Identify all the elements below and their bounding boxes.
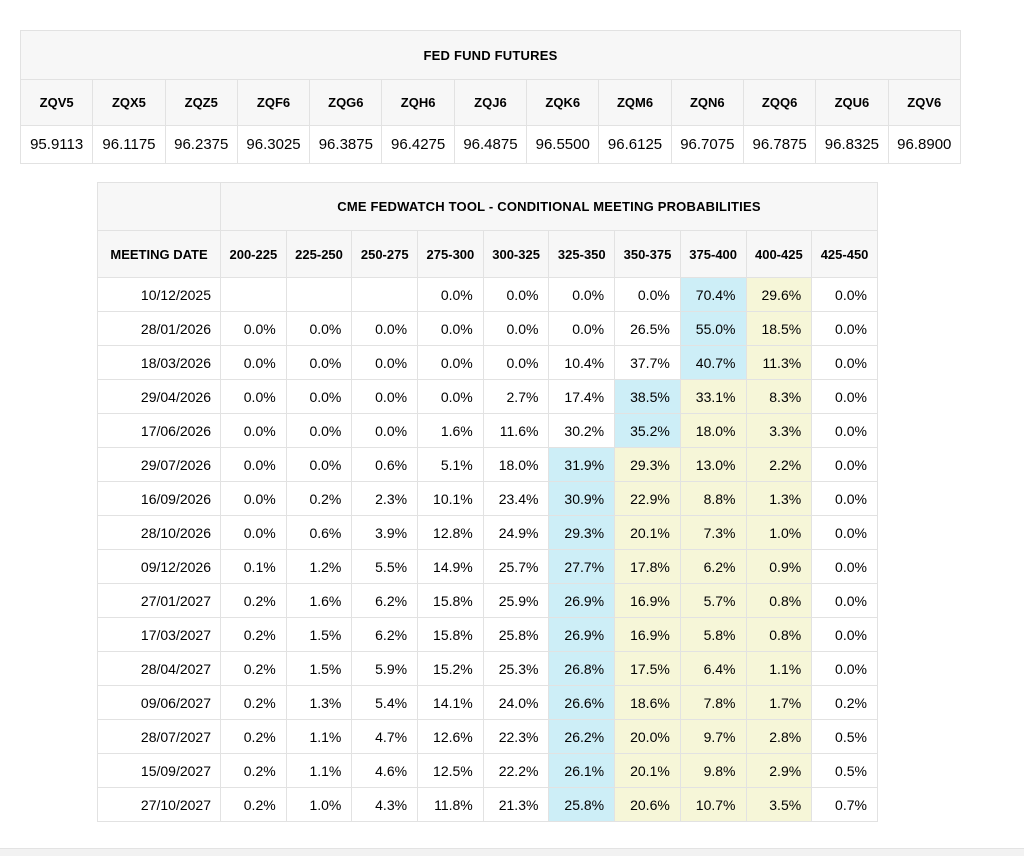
probability-cell: 1.2% xyxy=(286,550,352,584)
futures-price-cell: 96.7875 xyxy=(743,126,815,164)
rate-range-header: 300-325 xyxy=(483,231,549,278)
probability-cell: 0.0% xyxy=(812,380,878,414)
probability-cell: 5.8% xyxy=(680,618,746,652)
probability-cell: 6.2% xyxy=(680,550,746,584)
probability-cell: 0.0% xyxy=(221,516,287,550)
fedwatch-row xyxy=(98,686,878,720)
probability-cell: 25.8% xyxy=(483,618,549,652)
probability-cell: 2.3% xyxy=(352,482,418,516)
probability-cell: 26.5% xyxy=(615,312,681,346)
probability-cell: 25.8% xyxy=(549,788,615,822)
probability-cell: 4.6% xyxy=(352,754,418,788)
fedwatch-row xyxy=(98,754,878,788)
probability-cell: 0.2% xyxy=(221,618,287,652)
probability-cell: 18.6% xyxy=(615,686,681,720)
fedwatch-corner-cell xyxy=(98,183,221,231)
probability-cell: 22.9% xyxy=(615,482,681,516)
futures-contract-header: ZQV5 xyxy=(21,80,93,126)
probability-cell: 0.8% xyxy=(746,618,812,652)
fed-fund-futures-table xyxy=(20,30,961,164)
fedwatch-row xyxy=(98,278,878,312)
futures-price-cell: 96.7075 xyxy=(671,126,743,164)
probability-cell: 21.3% xyxy=(483,788,549,822)
rate-range-header: 225-250 xyxy=(286,231,352,278)
futures-price-cell: 96.3025 xyxy=(237,126,309,164)
fedwatch-row xyxy=(98,482,878,516)
probability-cell: 1.5% xyxy=(286,652,352,686)
probability-cell: 8.8% xyxy=(680,482,746,516)
probability-cell: 12.6% xyxy=(418,720,484,754)
probability-cell: 3.5% xyxy=(746,788,812,822)
probability-cell: 1.0% xyxy=(286,788,352,822)
probability-cell: 23.4% xyxy=(483,482,549,516)
probability-cell: 5.1% xyxy=(418,448,484,482)
futures-price-cell: 96.5500 xyxy=(527,126,599,164)
probability-cell: 5.4% xyxy=(352,686,418,720)
probability-cell: 26.8% xyxy=(549,652,615,686)
probability-cell: 9.8% xyxy=(680,754,746,788)
fedwatch-row xyxy=(98,516,878,550)
meeting-date-cell: 15/09/2027 xyxy=(98,754,221,788)
rate-range-header: 375-400 xyxy=(680,231,746,278)
meeting-date-cell: 16/09/2026 xyxy=(98,482,221,516)
rate-range-header: 425-450 xyxy=(812,231,878,278)
meeting-date-cell: 27/10/2027 xyxy=(98,788,221,822)
probability-cell: 40.7% xyxy=(680,346,746,380)
probability-cell: 0.0% xyxy=(418,312,484,346)
probability-cell: 11.6% xyxy=(483,414,549,448)
rate-range-header: 275-300 xyxy=(418,231,484,278)
probability-cell: 0.2% xyxy=(221,720,287,754)
probability-cell: 15.8% xyxy=(418,584,484,618)
probability-cell: 1.3% xyxy=(746,482,812,516)
futures-contract-header: ZQJ6 xyxy=(454,80,526,126)
probability-cell: 0.0% xyxy=(483,278,549,312)
probability-cell: 0.0% xyxy=(286,448,352,482)
probability-cell: 20.6% xyxy=(615,788,681,822)
probability-cell: 2.2% xyxy=(746,448,812,482)
probability-cell xyxy=(352,278,418,312)
probability-cell: 0.0% xyxy=(812,652,878,686)
futures-contract-header: ZQN6 xyxy=(671,80,743,126)
probability-cell: 0.0% xyxy=(812,482,878,516)
probability-cell: 25.9% xyxy=(483,584,549,618)
probability-cell: 0.1% xyxy=(221,550,287,584)
fedwatch-table-body xyxy=(98,278,878,822)
probability-cell: 1.1% xyxy=(286,754,352,788)
probability-cell: 0.0% xyxy=(418,346,484,380)
probability-cell: 0.0% xyxy=(418,278,484,312)
probability-cell: 0.0% xyxy=(286,312,352,346)
probability-cell: 35.2% xyxy=(615,414,681,448)
probability-cell: 0.0% xyxy=(221,312,287,346)
probability-cell: 6.2% xyxy=(352,618,418,652)
rate-range-header: 200-225 xyxy=(221,231,287,278)
probability-cell: 30.9% xyxy=(549,482,615,516)
probability-cell: 0.0% xyxy=(352,414,418,448)
fedwatch-title-row xyxy=(98,183,878,231)
page-bottom-strip xyxy=(0,848,1024,856)
probability-cell: 24.9% xyxy=(483,516,549,550)
futures-contract-header: ZQU6 xyxy=(816,80,888,126)
probability-cell: 0.6% xyxy=(286,516,352,550)
probability-cell: 27.7% xyxy=(549,550,615,584)
probability-cell: 20.1% xyxy=(615,516,681,550)
probability-cell: 18.0% xyxy=(483,448,549,482)
probability-cell: 0.0% xyxy=(221,448,287,482)
meeting-date-cell: 10/12/2025 xyxy=(98,278,221,312)
futures-price-cell: 95.9113 xyxy=(21,126,93,164)
fedwatch-row xyxy=(98,312,878,346)
probability-cell: 55.0% xyxy=(680,312,746,346)
probability-cell: 0.0% xyxy=(221,380,287,414)
fedwatch-row xyxy=(98,584,878,618)
probability-cell: 17.8% xyxy=(615,550,681,584)
probability-cell: 0.0% xyxy=(483,312,549,346)
probability-cell: 0.0% xyxy=(812,312,878,346)
probability-cell xyxy=(221,278,287,312)
probability-cell: 6.2% xyxy=(352,584,418,618)
probability-cell: 1.3% xyxy=(286,686,352,720)
rate-range-header: 250-275 xyxy=(352,231,418,278)
probability-cell: 22.3% xyxy=(483,720,549,754)
probability-cell: 0.0% xyxy=(418,380,484,414)
probability-cell: 2.8% xyxy=(746,720,812,754)
rate-range-header: 325-350 xyxy=(549,231,615,278)
futures-contract-header: ZQZ5 xyxy=(165,80,237,126)
probability-cell: 12.8% xyxy=(418,516,484,550)
probability-cell: 0.0% xyxy=(286,414,352,448)
futures-contract-header: ZQG6 xyxy=(310,80,382,126)
probability-cell: 1.1% xyxy=(746,652,812,686)
futures-contract-header: ZQF6 xyxy=(237,80,309,126)
probability-cell: 0.0% xyxy=(812,584,878,618)
probability-cell: 11.3% xyxy=(746,346,812,380)
probability-cell: 26.1% xyxy=(549,754,615,788)
fedwatch-row xyxy=(98,346,878,380)
futures-price-cell: 96.1175 xyxy=(93,126,165,164)
probability-cell: 10.4% xyxy=(549,346,615,380)
probability-cell: 30.2% xyxy=(549,414,615,448)
futures-price-cell: 96.4875 xyxy=(454,126,526,164)
probability-cell: 0.0% xyxy=(812,618,878,652)
futures-price-row xyxy=(21,126,961,164)
futures-contract-header: ZQH6 xyxy=(382,80,454,126)
probability-cell: 24.0% xyxy=(483,686,549,720)
probability-cell: 0.0% xyxy=(549,312,615,346)
probability-cell: 0.2% xyxy=(221,686,287,720)
probability-cell xyxy=(286,278,352,312)
probability-cell: 26.2% xyxy=(549,720,615,754)
probability-cell: 3.9% xyxy=(352,516,418,550)
probability-cell: 0.9% xyxy=(746,550,812,584)
probability-cell: 1.5% xyxy=(286,618,352,652)
meeting-date-cell: 28/10/2026 xyxy=(98,516,221,550)
probability-cell: 0.5% xyxy=(812,754,878,788)
probability-cell: 13.0% xyxy=(680,448,746,482)
probability-cell: 29.6% xyxy=(746,278,812,312)
futures-header-row xyxy=(21,80,961,126)
probability-cell: 29.3% xyxy=(549,516,615,550)
probability-cell: 25.7% xyxy=(483,550,549,584)
fedwatch-row xyxy=(98,652,878,686)
futures-price-cell: 96.8900 xyxy=(888,126,960,164)
futures-contract-header: ZQM6 xyxy=(599,80,671,126)
fedwatch-row xyxy=(98,414,878,448)
probability-cell: 14.1% xyxy=(418,686,484,720)
futures-table-title: FED FUND FUTURES xyxy=(21,31,961,80)
probability-cell: 12.5% xyxy=(418,754,484,788)
probability-cell: 1.7% xyxy=(746,686,812,720)
probability-cell: 5.5% xyxy=(352,550,418,584)
probability-cell: 0.0% xyxy=(221,414,287,448)
probability-cell: 10.7% xyxy=(680,788,746,822)
probability-cell: 7.3% xyxy=(680,516,746,550)
probability-cell: 18.0% xyxy=(680,414,746,448)
probability-cell: 0.0% xyxy=(221,482,287,516)
futures-title-row xyxy=(21,31,961,80)
probability-cell: 0.5% xyxy=(812,720,878,754)
probability-cell: 20.1% xyxy=(615,754,681,788)
futures-contract-header: ZQX5 xyxy=(93,80,165,126)
futures-price-cell: 96.6125 xyxy=(599,126,671,164)
probability-cell: 6.4% xyxy=(680,652,746,686)
probability-cell: 33.1% xyxy=(680,380,746,414)
futures-price-cell: 96.2375 xyxy=(165,126,237,164)
probability-cell: 0.0% xyxy=(812,278,878,312)
probability-cell: 20.0% xyxy=(615,720,681,754)
meeting-date-cell: 28/04/2027 xyxy=(98,652,221,686)
fedwatch-row xyxy=(98,550,878,584)
probability-cell: 26.6% xyxy=(549,686,615,720)
probability-cell: 1.0% xyxy=(746,516,812,550)
meeting-date-cell: 29/07/2026 xyxy=(98,448,221,482)
probability-cell: 0.0% xyxy=(812,448,878,482)
probability-cell: 2.9% xyxy=(746,754,812,788)
probability-cell: 1.1% xyxy=(286,720,352,754)
probability-cell: 0.6% xyxy=(352,448,418,482)
probability-cell: 0.0% xyxy=(352,346,418,380)
futures-price-cell: 96.3875 xyxy=(310,126,382,164)
probability-cell: 0.8% xyxy=(746,584,812,618)
probability-cell: 0.2% xyxy=(221,754,287,788)
probability-cell: 29.3% xyxy=(615,448,681,482)
futures-price-cell: 96.4275 xyxy=(382,126,454,164)
fedwatch-row xyxy=(98,720,878,754)
probability-cell: 0.0% xyxy=(286,380,352,414)
probability-cell: 16.9% xyxy=(615,618,681,652)
probability-cell: 15.2% xyxy=(418,652,484,686)
probability-cell: 8.3% xyxy=(746,380,812,414)
probability-cell: 25.3% xyxy=(483,652,549,686)
meeting-date-column-header: MEETING DATE xyxy=(98,231,221,278)
probability-cell: 0.0% xyxy=(615,278,681,312)
meeting-date-cell: 17/06/2026 xyxy=(98,414,221,448)
probability-cell: 3.3% xyxy=(746,414,812,448)
futures-contract-header: ZQQ6 xyxy=(743,80,815,126)
futures-price-cell: 96.8325 xyxy=(816,126,888,164)
fedwatch-row xyxy=(98,618,878,652)
rate-range-header: 350-375 xyxy=(615,231,681,278)
probability-cell: 0.0% xyxy=(812,550,878,584)
probability-cell: 0.0% xyxy=(812,516,878,550)
meeting-date-cell: 09/12/2026 xyxy=(98,550,221,584)
probability-cell: 0.0% xyxy=(352,380,418,414)
rate-range-header: 400-425 xyxy=(746,231,812,278)
probability-cell: 17.4% xyxy=(549,380,615,414)
probability-cell: 7.8% xyxy=(680,686,746,720)
probability-cell: 14.9% xyxy=(418,550,484,584)
probability-cell: 70.4% xyxy=(680,278,746,312)
probability-cell: 11.8% xyxy=(418,788,484,822)
probability-cell: 17.5% xyxy=(615,652,681,686)
probability-cell: 0.0% xyxy=(352,312,418,346)
meeting-date-cell: 18/03/2026 xyxy=(98,346,221,380)
probability-cell: 38.5% xyxy=(615,380,681,414)
meeting-date-cell: 28/07/2027 xyxy=(98,720,221,754)
probability-cell: 0.0% xyxy=(286,346,352,380)
probability-cell: 10.1% xyxy=(418,482,484,516)
meeting-date-cell: 09/06/2027 xyxy=(98,686,221,720)
probability-cell: 16.9% xyxy=(615,584,681,618)
fedwatch-table-title: CME FEDWATCH TOOL - CONDITIONAL MEETING PROBABILITIES xyxy=(221,183,878,231)
probability-cell: 0.0% xyxy=(483,346,549,380)
meeting-date-cell: 27/01/2027 xyxy=(98,584,221,618)
probability-cell: 0.7% xyxy=(812,788,878,822)
fedwatch-probabilities-table xyxy=(97,182,878,822)
probability-cell: 4.3% xyxy=(352,788,418,822)
meeting-date-cell: 29/04/2026 xyxy=(98,380,221,414)
probability-cell: 0.0% xyxy=(812,414,878,448)
probability-cell: 0.0% xyxy=(549,278,615,312)
probability-cell: 0.2% xyxy=(221,652,287,686)
fedwatch-header-row xyxy=(98,231,878,278)
fedwatch-row xyxy=(98,380,878,414)
futures-contract-header: ZQK6 xyxy=(527,80,599,126)
probability-cell: 0.0% xyxy=(812,346,878,380)
probability-cell: 22.2% xyxy=(483,754,549,788)
probability-cell: 31.9% xyxy=(549,448,615,482)
probability-cell: 0.2% xyxy=(221,584,287,618)
probability-cell: 5.7% xyxy=(680,584,746,618)
probability-cell: 26.9% xyxy=(549,618,615,652)
probability-cell: 0.2% xyxy=(221,788,287,822)
probability-cell: 1.6% xyxy=(418,414,484,448)
probability-cell: 4.7% xyxy=(352,720,418,754)
futures-contract-header: ZQV6 xyxy=(888,80,960,126)
fedwatch-row xyxy=(98,788,878,822)
meeting-date-cell: 28/01/2026 xyxy=(98,312,221,346)
fedwatch-row xyxy=(98,448,878,482)
probability-cell: 9.7% xyxy=(680,720,746,754)
meeting-date-cell: 17/03/2027 xyxy=(98,618,221,652)
probability-cell: 18.5% xyxy=(746,312,812,346)
probability-cell: 0.2% xyxy=(286,482,352,516)
probability-cell: 26.9% xyxy=(549,584,615,618)
probability-cell: 2.7% xyxy=(483,380,549,414)
probability-cell: 37.7% xyxy=(615,346,681,380)
probability-cell: 0.0% xyxy=(221,346,287,380)
probability-cell: 5.9% xyxy=(352,652,418,686)
probability-cell: 0.2% xyxy=(812,686,878,720)
probability-cell: 15.8% xyxy=(418,618,484,652)
probability-cell: 1.6% xyxy=(286,584,352,618)
